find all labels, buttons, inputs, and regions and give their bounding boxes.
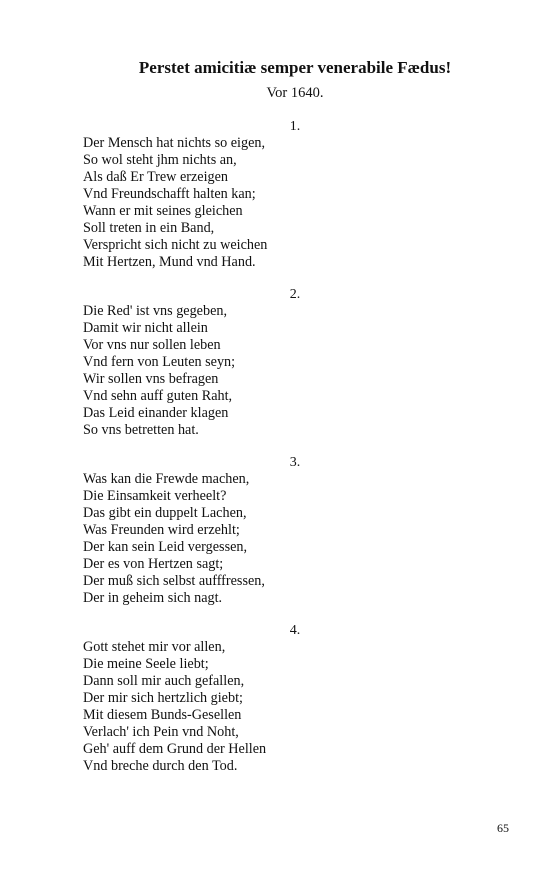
page-number: 65 bbox=[497, 821, 509, 835]
verse-line: Mit Hertzen, Mund vnd Hand. bbox=[83, 254, 256, 270]
verse-line: Der Mensch hat nichts so eigen, bbox=[83, 135, 266, 151]
stanza bbox=[83, 118, 503, 271]
verse-line: Vnd breche durch den Tod. bbox=[83, 758, 238, 774]
verse-line: So vns betretten hat. bbox=[83, 422, 199, 438]
verse-line: Die meine Seele liebt; bbox=[83, 656, 209, 672]
verse-line: Damit wir nicht allein bbox=[83, 320, 208, 336]
verse-line: Gott stehet mir vor allen, bbox=[83, 639, 226, 655]
verse-line: Mit diesem Bunds-Gesellen bbox=[83, 707, 242, 723]
verse-line: Was Freunden wird erzehlt; bbox=[83, 522, 240, 538]
verse-line: Der kan sein Leid vergessen, bbox=[83, 539, 248, 555]
verse-line: Geh' auff dem Grund der Hellen bbox=[83, 741, 267, 757]
verse-line: Vor vns nur sollen leben bbox=[83, 337, 221, 353]
poem-date: Vor 1640. bbox=[266, 85, 324, 101]
verse-line: Soll treten in ein Band, bbox=[83, 220, 215, 236]
verse-line: Der muß sich selbst aufffressen, bbox=[83, 573, 265, 589]
verse-line: Verspricht sich nicht zu weichen bbox=[83, 237, 268, 253]
stanza bbox=[83, 454, 503, 607]
verse-line: Was kan die Frewde machen, bbox=[83, 471, 250, 487]
stanza-number: 3. bbox=[289, 455, 301, 470]
verse-line: Die Einsamkeit verheelt? bbox=[83, 488, 227, 504]
stanza-number: 2. bbox=[289, 287, 301, 302]
verse-line: Vnd fern von Leuten seyn; bbox=[83, 354, 236, 370]
verse-line: Der mir sich hertzlich giebt; bbox=[83, 690, 243, 706]
verse-line: So wol steht jhm nichts an, bbox=[83, 152, 237, 168]
stanza-number: 1. bbox=[289, 119, 301, 134]
verse-line: Als daß Er Trew erzeigen bbox=[83, 169, 228, 185]
verse-line: Vnd Freundschafft halten kan; bbox=[83, 186, 256, 202]
poem-title: Perstet amicitiæ semper venerabile Fædus! bbox=[138, 58, 452, 77]
verse-line: Der in geheim sich nagt. bbox=[83, 590, 223, 606]
stanza-number: 4. bbox=[289, 623, 301, 638]
verse-line: Vnd sehn auff guten Raht, bbox=[83, 388, 233, 404]
stanza bbox=[83, 622, 503, 775]
verse-line: Wir sollen vns befragen bbox=[83, 371, 219, 387]
verse-line: Dann soll mir auch gefallen, bbox=[83, 673, 245, 689]
verse-line: Die Red' ist vns gegeben, bbox=[83, 303, 228, 319]
stanza bbox=[83, 286, 503, 439]
verse-line: Das Leid einander klagen bbox=[83, 405, 229, 421]
verse-line: Verlach' ich Pein vnd Noht, bbox=[83, 724, 239, 740]
verse-line: Das gibt ein duppelt Lachen, bbox=[83, 505, 247, 521]
verse-line: Wann er mit seines gleichen bbox=[83, 203, 243, 219]
verse-line: Der es von Hertzen sagt; bbox=[83, 556, 224, 572]
